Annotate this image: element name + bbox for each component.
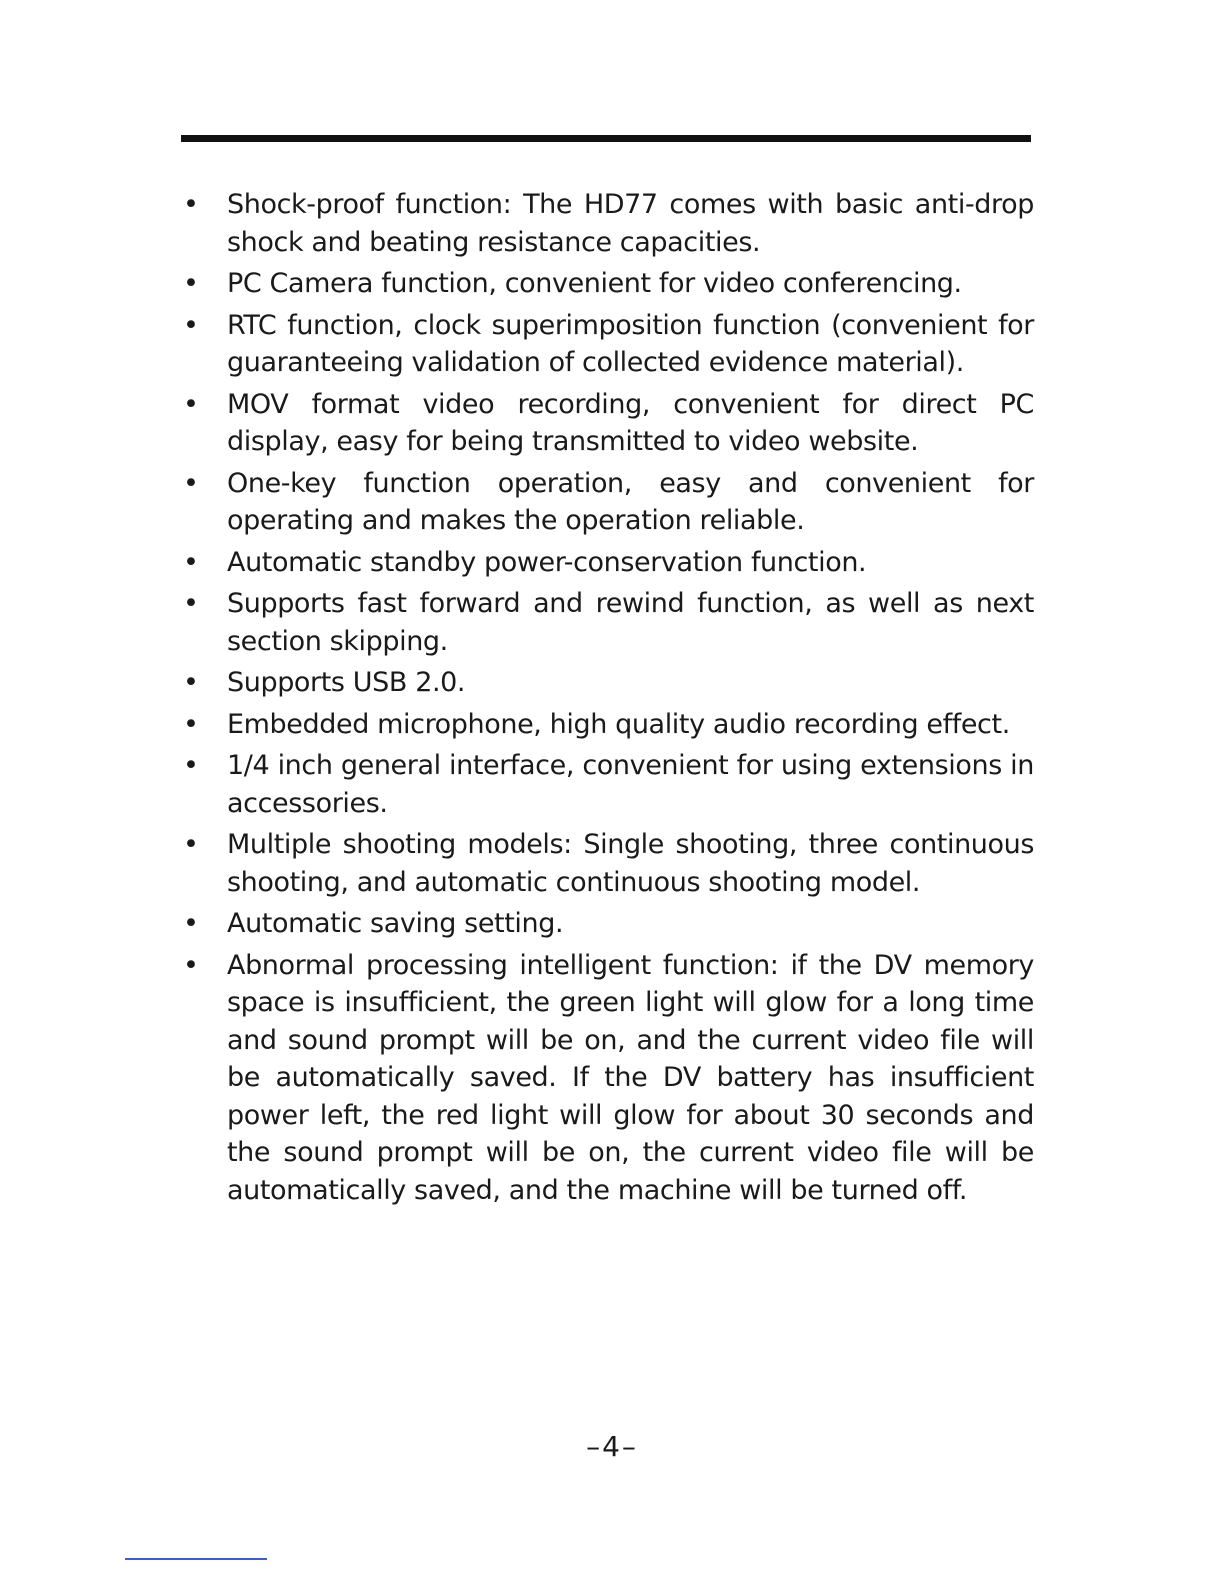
list-item-text: Embedded microphone, high quality audio recording effect.	[227, 708, 1010, 740]
list-item-text: Automatic saving setting.	[227, 908, 564, 939]
bullet-icon: •	[183, 708, 199, 740]
list-item	[181, 386, 1034, 461]
bullet-icon: •	[183, 588, 199, 619]
list-item-text: RTC function, clock superimposition function (convenient for guaranteeing validation of collected evidence material).	[227, 309, 1034, 378]
list-item-text: Shock-proof function: The HD77 comes with basic anti-drop shock and beating resistance capacities.	[227, 189, 1034, 258]
list-item-text: Automatic standby power-conservation function.	[227, 546, 867, 578]
list-item-text: MOV format video recording, convenient for direct PC display, easy for being transmitted to video website.	[227, 388, 1034, 457]
list-item	[181, 186, 1034, 261]
page-number: –4–	[586, 1430, 638, 1463]
bullet-icon: •	[183, 829, 199, 860]
bullet-icon: •	[183, 949, 199, 981]
footer-link-underline	[125, 1558, 267, 1560]
list-item	[181, 544, 1034, 582]
bullet-icon: •	[183, 750, 199, 781]
list-item	[181, 706, 1034, 744]
feature-list	[181, 186, 1034, 1213]
bullet-icon: •	[183, 189, 199, 220]
list-item-text: Supports fast forward and rewind function, as well as next section skipping.	[227, 588, 1034, 657]
list-item-text: One-key function operation, easy and convenient for operating and makes the operation reliable.	[227, 467, 1034, 536]
bullet-icon: •	[183, 309, 199, 341]
bullet-icon: •	[183, 388, 199, 420]
bullet-icon: •	[183, 268, 199, 299]
list-item	[181, 664, 1034, 702]
list-item	[181, 826, 1034, 901]
list-item	[181, 747, 1034, 822]
list-item	[181, 307, 1034, 382]
bullet-icon: •	[183, 667, 199, 698]
bullet-icon: •	[183, 546, 199, 578]
list-item-text: Abnormal processing intelligent function: if the DV memory space is insufficient, the green light will glow for a long time and sound prompt will be on, and the current video file will be automatically saved. If the DV battery has insufficient power left, the red light will glow for about 30 seconds and the sound prompt will be on, the current video file will be automatically saved, and the machine will be turned off.	[227, 949, 1034, 1206]
list-item-text: 1/4 inch general interface, convenient for using extensions in accessories.	[227, 750, 1034, 819]
list-item	[181, 465, 1034, 540]
list-item	[181, 265, 1034, 303]
bullet-icon: •	[183, 908, 199, 939]
list-item-text: Supports USB 2.0.	[227, 667, 466, 698]
bullet-icon: •	[183, 467, 199, 499]
list-item	[181, 585, 1034, 660]
header-rule	[181, 135, 1031, 142]
list-item-text: PC Camera function, convenient for video conferencing.	[227, 268, 962, 299]
list-item	[181, 947, 1034, 1210]
list-item-text: Multiple shooting models: Single shooting, three continuous shooting, and automatic continuous shooting model.	[227, 829, 1034, 898]
list-item	[181, 905, 1034, 943]
